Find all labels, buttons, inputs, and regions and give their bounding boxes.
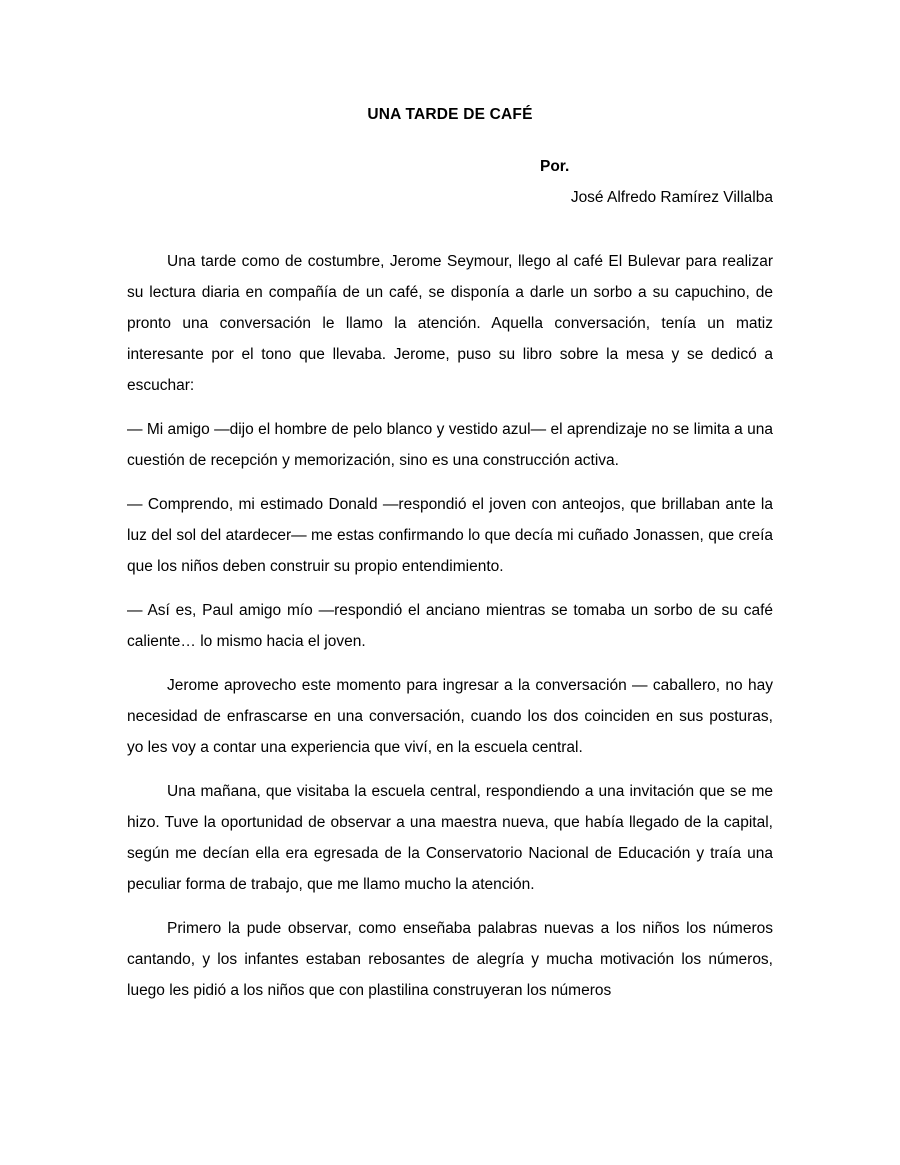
- body-paragraph: — Así es, Paul amigo mío —respondió el anciano mientras se tomaba un sorbo de su café caliente… lo mismo hacia el joven.: [127, 602, 773, 650]
- body-paragraph: — Comprendo, mi estimado Donald —respondió el joven con anteojos, que brillaban ante la luz del sol del atardecer— me estas confirmando lo que decía mi cuñado Jonassen, que creía que los niños deben construir su propio entendimiento.: [127, 496, 773, 575]
- page-title: UNA TARDE DE CAFÉ: [367, 106, 533, 123]
- author-name: José Alfredo Ramírez Villalba: [570, 189, 773, 206]
- body-text: [127, 213, 773, 1006]
- body-paragraph: Primero la pude observar, como enseñaba palabras nuevas a los niños los números cantando, y los infantes estaban rebosantes de alegría y mucha motivación los números, luego les pidió a los niños que con plastilina construyeran los números: [127, 920, 773, 999]
- byline: [127, 125, 773, 213]
- body-paragraph: Jerome aprovecho este momento para ingresar a la conversación — caballero, no hay necesidad de enfrascarse en una conversación, cuando los dos coinciden en sus posturas, yo les voy a contar una experiencia que viví, en la escuela central.: [127, 677, 773, 756]
- byline-label: Por.: [540, 158, 570, 175]
- document-content: [127, 0, 773, 1006]
- body-paragraph: — Mi amigo —dijo el hombre de pelo blanco y vestido azul— el aprendizaje no se limita a una cuestión de recepción y memorización, sino es una construcción activa.: [127, 421, 773, 469]
- body-paragraph: Una mañana, que visitaba la escuela central, respondiendo a una invitación que se me hizo. Tuve la oportunidad de observar a una maestra nueva, que había llegado de la capital, según me decían ella era egresada de la Conservatorio Nacional de Educación y traía una peculiar forma de trabajo, que me llamo mucho la atención.: [127, 783, 773, 893]
- body-paragraph: Una tarde como de costumbre, Jerome Seymour, llego al café El Bulevar para realizar su lectura diaria en compañía de un café, se disponía a darle un sorbo a su capuchino, de pronto una conversación le llamo la atención. Aquella conversación, tenía un matiz interesante por el tono que llevaba. Jerome, puso su libro sobre la mesa y se dedicó a escuchar:: [127, 253, 773, 394]
